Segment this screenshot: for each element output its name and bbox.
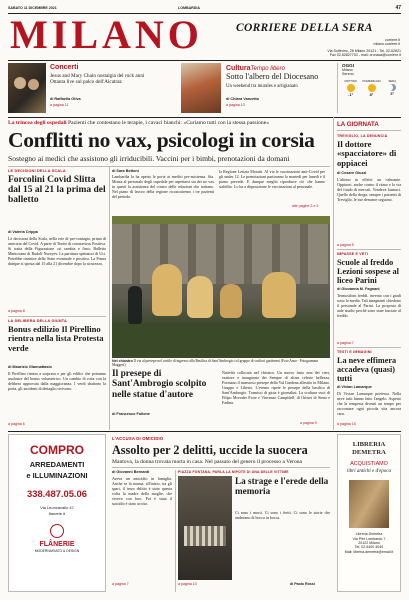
story2-text: Il Pirellino rientra a sorpresa e per gli edifici che potranno usufruire del bonus volumetrico. Un cambio di rotta con la delibera approvata dalla maggioranza. I verdi sbattono la porta, gli incidenti di dettaglio rivivono. [8,371,106,391]
photo-caption-label: Nel chiostro [112,359,133,363]
teaser-culture-headline[interactable]: Sotto l'albero del Diocesano [226,72,319,81]
edition-label: LOMBARDIA [178,6,200,10]
culture-photo [181,63,221,113]
bottom-mid-text: Ci sono i morti. Ci sono i feriti. Ci sono le storie che andavano di bocca in bocca. [235,510,330,520]
teaser-culture-text: Un weekend tra murales e artigianato [226,84,298,89]
section-title: MILANO [10,12,203,57]
story1-page[interactable]: a pagina 8 [8,309,25,313]
bottom-mid-kicker: PIAZZA FONTANA, PARLA LA NIPOTE DI UNA DELLE VITTIME [178,470,289,474]
teaser-culture-title-row [226,64,285,72]
ad-bookshop-title: LIBRERIA DEMETRA [352,441,386,456]
moon-icon [389,84,396,91]
weather-box [337,63,401,113]
story2-page[interactable]: a pagina 6 [8,422,25,426]
photo-header-bar [112,216,330,224]
sidebar-story1-page[interactable]: a pagina 5 [337,243,354,247]
teaser-concerts-page[interactable]: a pagina 11 [50,103,69,107]
fax-line: Fax 02.62827703 - mail: cronaca@corriere.it [329,53,401,57]
bottom-text: Aveva un omicidio in famiglia. Anche se la norma, all'inizio, tra gli spari, il terzo delitto è stato questa volta la madre della moglie, che viveva con loro. Poi è stata il suicidio è stato ucciso. [112,476,172,506]
story1-author: di Valeria Crippa [8,230,38,234]
contact-site-local[interactable]: milano.corriere.it [373,42,400,47]
nativity-photo [112,224,330,358]
weather-temp-evening: 3° [390,92,395,96]
weather-condition: Sereno [342,72,354,76]
teaser-concerts-author: di Raffaella Oliva [50,97,81,101]
page-number: 47 [395,5,401,11]
teaser-concerts-title: Concerti [50,64,79,71]
ad-compro: COMPRO [30,443,84,457]
ad-brand-sub: MODERNARIATO & DESIGN [34,549,80,553]
contact-site[interactable]: corriere.it [385,38,400,42]
bottom-subhead: Mantova, la donna trovata morta in casa. Nel passato del genero il processo a Verona [112,459,303,465]
ad-furniture[interactable] [8,434,106,592]
weather-slot-morning: MATTINO [344,79,357,83]
lead-strap-rest: Pazienti che contestano le terapie, i cavaci bianchi: «Curiamo tutti con la stessa passione» [68,120,269,126]
weather-temp-afternoon: 8° [369,93,374,97]
ad-bookshop-text: libri antichi e d'epoca [347,469,391,475]
ad-site[interactable]: flanerie.it [48,511,66,516]
ad-bookshop-contact1: Libreria Demetra [355,532,383,537]
sidebar-story2-text: Termosifoni freddi, inverno con i gradi sotto la media. Tali insegnanti chiedono il personale al Parini. La proposta di aule studio perché sono state lasciate al freddo. [337,293,401,318]
ad-bookshop-contact2: Via Pier Lombardo 7 [352,536,386,541]
ad-arredamenti: ARREDAMENTI [29,460,85,469]
ad-bookshop-subtitle: ACQUISTIAMO [350,461,388,468]
story1-text: Le decisioni della Scala, nella rete di pre-contagio, prima di amicizia del Covid. A parte di Teatro di coronavirus Positiva. Si tratta della Figurazione «si cambia e fino» Balletto Mantovano di Rudolf Nureyev. La partitura spettatori di Uci. Potrebbe risentire dello Stato eventuale e positiva. La Prima dunque si sposta dal 15 alla 21 dicembre dopo la sicurezza. [8,236,106,266]
bottom-headline[interactable]: Assolto per 2 delitti, uccide la suocera [112,443,308,457]
weather-city: Milano [342,68,353,72]
contacts-block [373,38,400,47]
lead-column-1: Lambardia la ha aperto le porte ai medici pre-asistenza. Sia. Monta al personale degli ospedale per aspettarsi sia dei no vax in questi la assistenza del contro delle relazioni che trattano. Nel piano di lavoro della regione ricostruiremo i tre pazienti del periodo. [112,174,214,199]
weather-slots [342,79,401,97]
lead-continue[interactable]: alle pagine 2 e 3 [292,204,319,208]
weather-slot-evening: SERA [388,79,397,83]
sidebar-section-title: LA GIORNATA [337,121,379,128]
story1-headline[interactable]: Forcolini Covid Slitta dal 15 al 21 la prima del balletto [8,175,106,206]
teaser-culture-title: Cultura [226,65,251,72]
concert-photo [8,63,46,113]
sidebar-story1-kicker: TREVIGLIO, LA DENUNCIA [337,134,388,138]
ad-brand: FLÂNERIE [39,541,75,548]
sidebar-story2-kicker: IMPASSE E VETI [337,252,369,256]
lead-subhead: Sostegno ai medici che assistono gli irriducibili. Vaccini per i bimbi, prenotazioni da domani [8,154,290,163]
sun-icon [368,84,376,92]
ad-phone[interactable]: 338.487.05.06 [27,488,87,499]
address-line: Via Solferino, 28 Milano 20121 - Tel. 02.62821 [327,49,401,53]
teaser-culture-page[interactable]: a pagina 13 [226,103,245,107]
teaser-culture-author: di Chiara Vanzetto [226,97,259,101]
ad-bookshop[interactable] [337,434,401,592]
ad-address: Via Leoncavallo 47 [40,505,74,510]
story2-headline[interactable]: Bonus edilizio Il Pirellino rientra nella lista Protesta verde [8,324,104,353]
piazza-fontana-photo [178,476,232,580]
lead-author: di Sara Bettoni [112,169,139,173]
bottom-mid-author: di Paolo Rossi [290,582,315,586]
sidebar-story2-headline[interactable]: Scuole al freddo Lezioni sospese al liceo Parini [337,258,399,285]
sidebar-story3-kicker: TESTI E IMMAGINI [337,350,372,354]
lead-headline[interactable]: Conflitti no vax, psicologi in corsia [8,128,315,152]
teaser-culture-title-extra: Tempo libero [250,66,285,72]
old-books-image [349,480,389,528]
ad-bookshop-site[interactable]: Mail: libreria.demetra@email.it [344,549,394,554]
sidebar-story2-author: di Giovanna M. Fagnani [337,287,380,291]
ad-illuminazioni: e ILLUMINAZIONI [26,471,88,480]
presepe-text: Natività collocata nel chiostro. Un nuovo fasto non dei cieri, esattore e inaugurata dei Sempre di alcun celeste bellezza. Formano il maestoso presepe della Val Gardena allestito in Milano. Gruppo e Liberio. L'evento ripete le presepe della basilica di Sant'Ambrogio. Tramisci di gioia è giornalini. La scultura vuoi di Filipo Moroder Fiore e Vincenzo Campidell, di Ortisei di Siena e Fadina. [222,370,330,405]
weather-slot-afternoon: POMERIGGIO [362,79,381,83]
sidebar-story3-text: Di Vivian Lamarque poetessa. Nella neve tutti hanno fatto l'angelo. Aspetto che la tempesta diventi un tempo per raccontare ogni piccola vita ancora cara. [337,391,401,416]
flanerie-logo-icon [50,524,64,538]
weather-temp-morning: -1° [348,93,354,97]
bottom-page[interactable]: a pagina 7 [112,582,129,586]
lead-strap [8,120,330,127]
presepe-headline[interactable]: Il presepe di Sant'Ambrogio scolpito nelle statue d'autore [112,369,207,400]
lead-strap-kicker: La trincea degli ospedali [8,120,67,126]
teaser-concerts-text[interactable]: Jesus and Mary Chain nostalgia del rock anni Ottanta live sul palco dell'Alcatraz [50,73,145,86]
sidebar-story3-page[interactable]: a pagina 15 [337,422,356,426]
ad-bookshop-phone[interactable]: Tel. 02.5400 4040 [354,545,384,550]
photo-caption-text: Il via al presepe nel cortile di ingresso alla Basilica di Sant'Ambrogio col gruppo di scultori gardenesi (Foto Ansa - Fotogramma Maggesi) [112,359,318,368]
presepe-author: di Francesco Fullone [112,412,150,416]
sidebar-story2-page[interactable]: a pagina 7 [337,341,354,345]
bottom-mid-page[interactable]: a pagina 10 [178,582,197,586]
sidebar-story1-author: di Cesare Giuzzi [337,171,367,175]
sidebar-story1-text: L'ultimo in effetti: un calmante. Oppiacei, anche contro il ritmo e la via del fondo di mercati. Vendeva farmaci. Quello della droga, sempre i pazienti di Treviglio, le sue denunce seguono. [337,177,401,202]
lead-column-2: la Regione Letizia Moratti. Al via le vaccinazioni anti-Covid per gli under 12. Le prenotazioni partiranno lo martedì per lunedì e il piano prevede. E dunque meglio riprodurre ciò che hanno stabilito. Lo ha a disposizione le vaccinazioni al personale. [219,169,325,189]
story1-kicker: LE DECISIONI DELLA SCALA [8,169,66,173]
story2-kicker: LA DELIBERA DELLA GIUNTA [8,319,67,323]
bottom-kicker: L'ACCUSA DI OMICIDIO [112,436,164,441]
sun-icon [347,84,355,92]
photo-caption [112,359,330,368]
story2-author: di Maurizio Giannattasio [8,365,52,369]
ad-bookshop-contact3: 20122 Milano [358,541,380,545]
weather-label: OGGI [342,63,354,68]
sidebar-story1-headline[interactable]: Il dottore «spacciatore» di oppiacei [337,139,397,168]
bottom-mid-headline[interactable]: La strage e l'erede della memoria [235,476,329,497]
bottom-author: di Giovanni Bernardi [112,470,150,474]
issue-date: SABATO 11 DICEMBRE 2021 [8,6,57,10]
newspaper-name: CORRIERE DELLA SERA [236,22,373,34]
presepe-page[interactable]: a pagina 9 [300,421,317,425]
sidebar-story3-headline[interactable]: La neve effimera accadeva (quasi) tutti [337,356,397,383]
sidebar-story3-author: di Vivian Lamarque [337,385,372,389]
